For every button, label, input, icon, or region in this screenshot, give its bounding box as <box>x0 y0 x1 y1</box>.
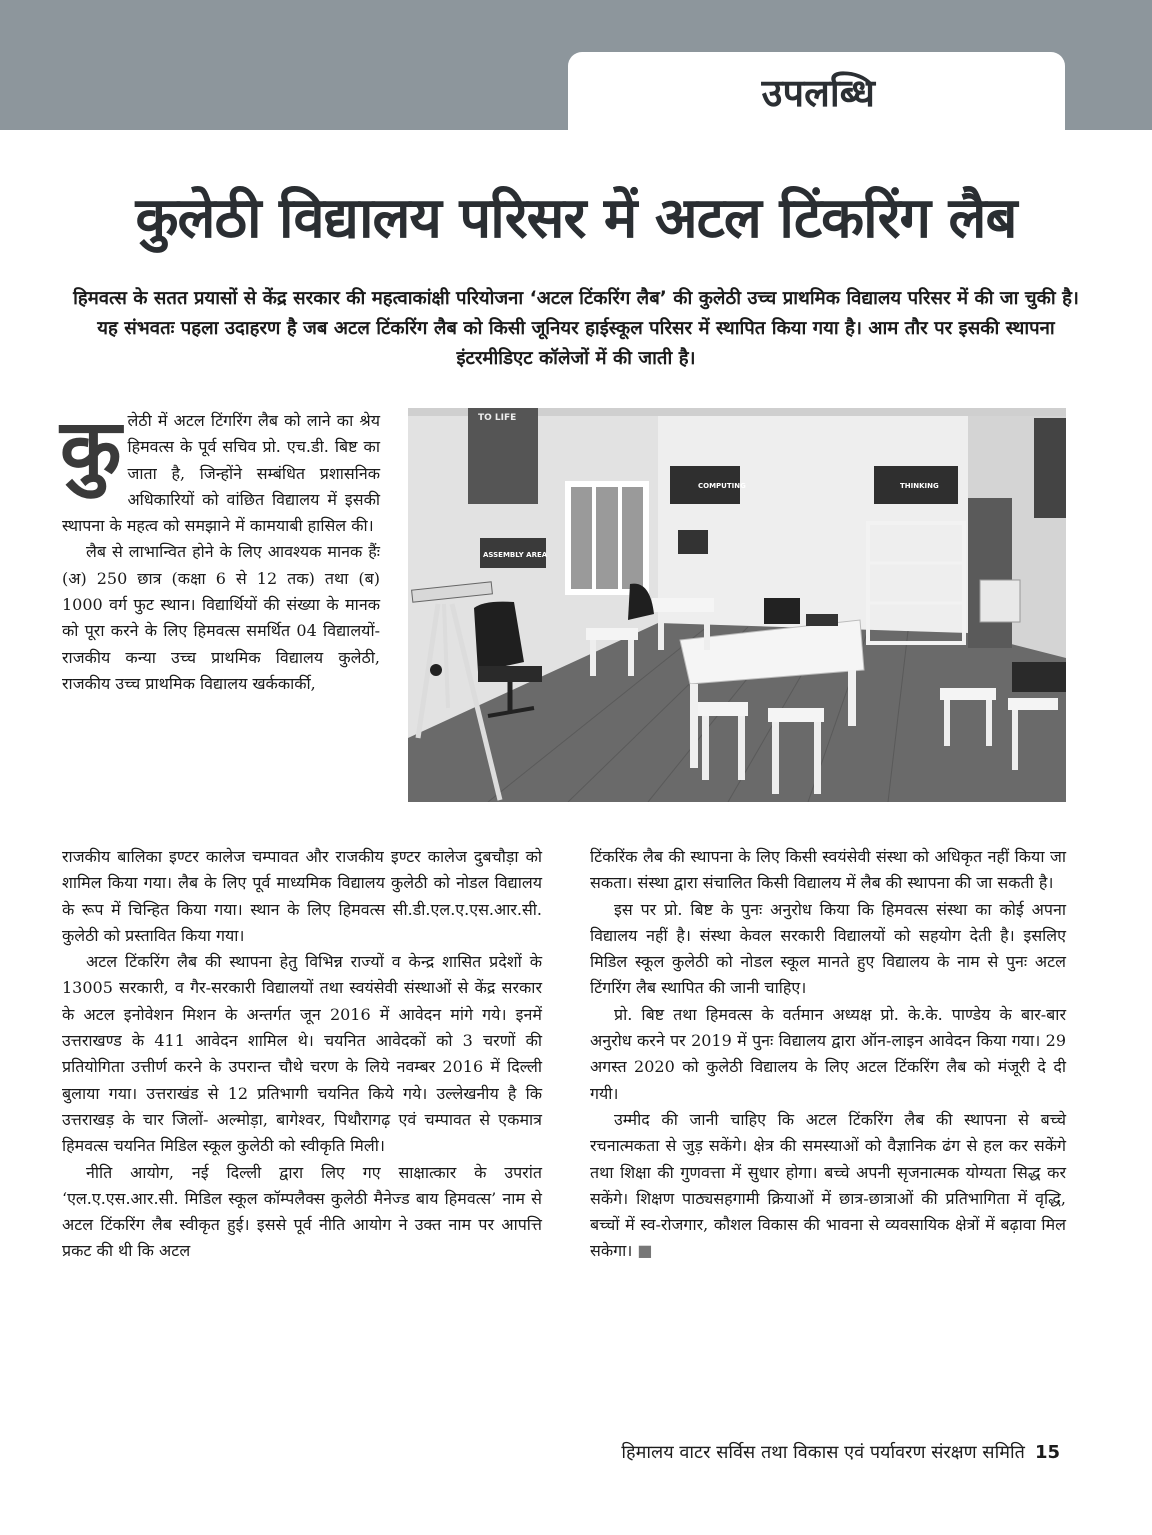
sign-thinking-text: THINKING <box>900 482 939 490</box>
paragraph-3: अटल टिंकरिंग लैब की स्थापना हेतु विभिन्न राज्यों व केन्द्र शासित प्रदेशों के 13005 सरकारी, व गैर-सरकारी विद्यालयों तथा स्वयंसेवी संस्थाओं से केंद्र सरकार के अटल इनोवेशन मिशन के अन्तर्गत जून 2016 में आवेदन मांगे गये। इनमें उत्तराखण्ड के 411 आवेदन शामिल थे। चयनित आवेदकों को 3 चरणों की प्रतियोगिता उत्तीर्ण करने के उपरान्त चौथे चरण के लिये नवम्बर 2016 में दिल्ली बुलाया गया। उत्तराखंड से 12 प्रतिभागी चयनित किये गये। उल्लेखनीय है कि उत्तराखड़ के चार जिलों- अल्मोड़ा, बागेश्वर, पिथौरागढ़ एवं चम्पावत से एकमात्र हिमवत्स चयनित मिडिल स्कूल कुलेठी को स्वीकृति मिली। <box>62 952 542 1156</box>
paragraph-7-text: उम्मीद की जानी चाहिए कि अटल टिंकरिंग लैब की स्थापना से बच्चे रचनात्मकता से जुड़ सकेंगे। क्षेत्र की समस्याओं को वैज्ञानिक ढंग से हल कर सकेंगे तथा शिक्षा की गुणवत्ता में सुधार होगा। बच्चे अपनी सृजनात्मक योग्यता सिद्ध कर सकेंगे। शिक्षण पाठ्यसहगामी क्रियाओं में छात्र-छात्राओं की प्रतिभागिता में वृद्धि, बच्चों में स्व-रोजगार, कौशल विकास की भावना से व्यवसायिक क्षेत्रों में बढ़ावा मिल सकेगा। <box>590 1109 1066 1261</box>
end-mark: ■ <box>637 1241 653 1261</box>
footer <box>540 1440 1060 1464</box>
footer-org: हिमालय वाटर सर्विस तथा विकास एवं पर्यावरण संरक्षण समिति <box>621 1442 1025 1463</box>
sign-life-text: TO LIFE <box>478 413 517 423</box>
paragraph-7 <box>590 1107 1066 1265</box>
lab-photo-illustration <box>408 408 1066 802</box>
sign-computing-text: COMPUTING <box>698 482 746 490</box>
headline: कुलेठी विद्यालय परिसर में अटल टिंकरिंग लैब <box>135 186 1017 251</box>
paragraph-4-continued: टिंकरिंक लैब की स्थापना के लिए किसी स्वयंसेवी संस्था को अधिकृत नहीं किया जा सकता। संस्था द्वारा संचालित किसी विद्यालय में लैब की स्थापना की जा सकती है। <box>590 847 1066 893</box>
column-left <box>62 844 542 1265</box>
column-right <box>590 844 1066 1265</box>
paragraph-2-continued: राजकीय बालिका इण्टर कालेज चम्पावत और राजकीय इण्टर कालेज दुबचौड़ा को शामिल किया गया। लैब के लिए पूर्व माध्यमिक विद्यालय कुलेठी को नोडल विद्यालय के रूप में चिन्हित किया गया। स्थान के लिए हिमवत्स सी.डी.एल.ए.एस.आर.सी. कुलेठी को प्रस्तावित किया गया। <box>62 847 542 945</box>
column-top-left <box>60 402 380 697</box>
sign-assembly-text: ASSEMBLY AREA <box>483 551 548 559</box>
page-number: 15 <box>1034 1442 1060 1463</box>
paragraph-5: इस पर प्रो. बिष्ट के पुनः अनुरोध किया कि हिमवत्स संस्था का कोई अपना विद्यालय नहीं है। संस्था केवल सरकारी विद्यालयों को सहयोग देती है। इसलिए मिडिल स्कूल कुलेठी को नोडल स्कूल मानते हुए विद्यालय के नाम से पुनः अटल टिंगरिंग लैब स्थापित की जानी चाहिए। <box>590 899 1066 998</box>
section-tab <box>568 52 1065 136</box>
lead-paragraph: हिमवत्स के सतत प्रयासों से केंद्र सरकार की महत्वाकांक्षी परियोजना ‘अटल टिंकरिंग लैब’ की कुलेठी उच्च प्राथमिक विद्यालय परिसर में की जा चुकी है। यह संभवतः पहला उदाहरण है जब अटल टिंकरिंग लैब को किसी जूनियर हाईस्कूल परिसर में स्थापित किया गया है। आम तौर पर इसकी स्थापना इंटरमीडिएट कॉलेजों में की जाती है। <box>73 288 1079 369</box>
paragraph-2: लैब से लाभान्वित होने के लिए आवश्यक मानक हैंः (अ) 250 छात्र (कक्षा 6 से 12 तक) तथा (ब) 1000 वर्ग फुट स्थान। विद्यार्थियों की संख्या के मानक को पूरा करने के लिए हिमवत्स समर्थित 04 विद्यालयों- राजकीय कन्या उच्च प्राथमिक विद्यालय कुलेठी, राजकीय उच्च प्राथमिक विद्यालय खर्ककार्की, <box>62 542 380 693</box>
paragraph-6: प्रो. बिष्ट तथा हिमवत्स के वर्तमान अध्यक्ष प्रो. के.के. पाण्डेय के बार-बार अनुरोध करने पर 2019 में पुनः विद्यालय द्वारा ऑन-लाइन आवेदन किया गया। 29 अगस्त 2020 को कुलेठी विद्यालय के लिए अटल टिंकरिंग लैब को मंजूरी दे दी गयी। <box>590 1004 1066 1103</box>
section-tab-label: उपलब्धि <box>761 71 875 115</box>
paragraph-4: नीति आयोग, नई दिल्ली द्वारा लिए गए साक्षात्कार के उपरांत ‘एल.ए.एस.आर.सी. मिडिल स्कूल कॉम्पलैक्स कुलेठी मैनेज्ड बाय हिमवत्स’ नाम से अटल टिंकरिंग लैब स्वीकृत हुई। इससे पूर्व नीति आयोग ने उक्त नाम पर आपत्ति प्रकट की थी कि अटल <box>62 1162 542 1261</box>
lab-photo <box>408 408 1066 802</box>
drop-cap: कु <box>60 402 122 495</box>
paragraph-1: लेठी में अटल टिंगरिंग लैब को लाने का श्रेय हिमवत्स के पूर्व सचिव प्रो. एच.डी. बिष्ट का जाता है, जिन्होंने सम्बंधित प्रशासनिक अधिकारियों को वांछित विद्यालय में इसकी स्थापना के महत्व को समझाने में कामयाबी हासिल की। <box>62 411 380 536</box>
